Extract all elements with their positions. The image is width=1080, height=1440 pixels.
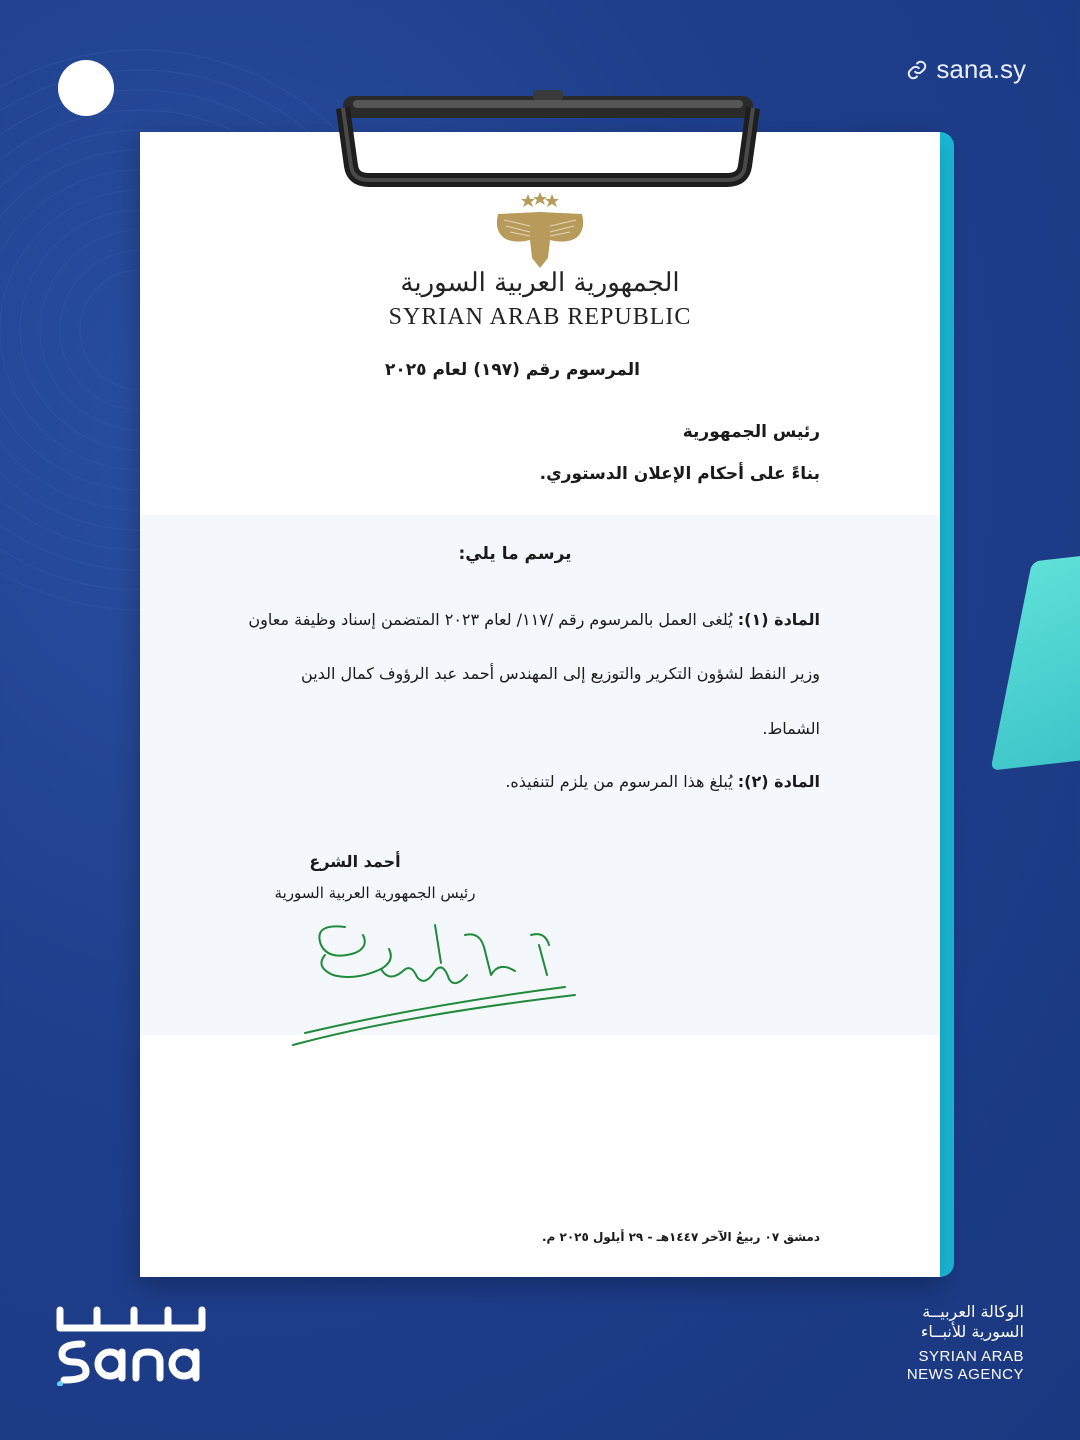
handwritten-signature [285,905,585,1055]
agency-english-line-1: SYRIAN ARAB [918,1348,1024,1365]
signatory-title: رئيس الجمهورية العربية السورية [274,884,476,902]
signatory-name: أحمد الشرع [309,852,401,871]
site-link[interactable] [906,54,1026,85]
decree-basis: بناءً على أحكام الإعلان الدستوري. [539,464,820,484]
clipboard-clip [333,88,763,188]
article-1-line-1 [248,610,820,629]
article-1-line-2: وزير النفط لشؤون التكرير والتوزيع إلى المهندس أحمد عبد الرؤوف كمال الدين [301,664,820,683]
site-link-text: sana.sy [936,54,1026,84]
article-2-label: المادة (٢): [737,772,820,791]
decorative-dot [58,60,114,116]
republic-name-arabic: الجمهورية العربية السورية [400,268,680,298]
decree-title: المرسوم رقم (١٩٧) لعام ٢٠٢٥ [385,360,640,380]
eagle-emblem-icon [490,192,590,268]
article-1-line-3: الشماط. [762,719,820,738]
article-1-text: يُلغى العمل بالمرسوم رقم /١١٧/ لعام ٢٠٢٣ المتضمن إسناد وظيفة معاون [248,610,733,629]
article-2-text: يُبلغ هذا المرسوم من يلزم لتنفيذه. [505,772,733,791]
sana-logo [52,1300,212,1386]
agency-name [907,1302,1024,1384]
agency-arabic-line-1: الوكالة العربيــة [922,1302,1024,1321]
decree-issuer: رئيس الجمهورية [682,422,820,442]
agency-english-line-2: NEWS AGENCY [906,1366,1024,1383]
agency-arabic-line-2: السورية للأنبــاء [920,1322,1024,1341]
link-icon [906,59,928,81]
decorative-teal-shape [990,549,1080,770]
article-2 [440,772,820,791]
decree-intro: يرسم ما يلي: [458,544,572,564]
article-1-label: المادة (١): [737,610,820,629]
document-date-footer: دمشق ٠٧ ربيعُ الآخر ١٤٤٧هـ - ٢٩ أيلول ٢٠٢٥ م. [541,1230,820,1244]
republic-name-english: SYRIAN ARAB REPUBLIC [388,304,692,330]
